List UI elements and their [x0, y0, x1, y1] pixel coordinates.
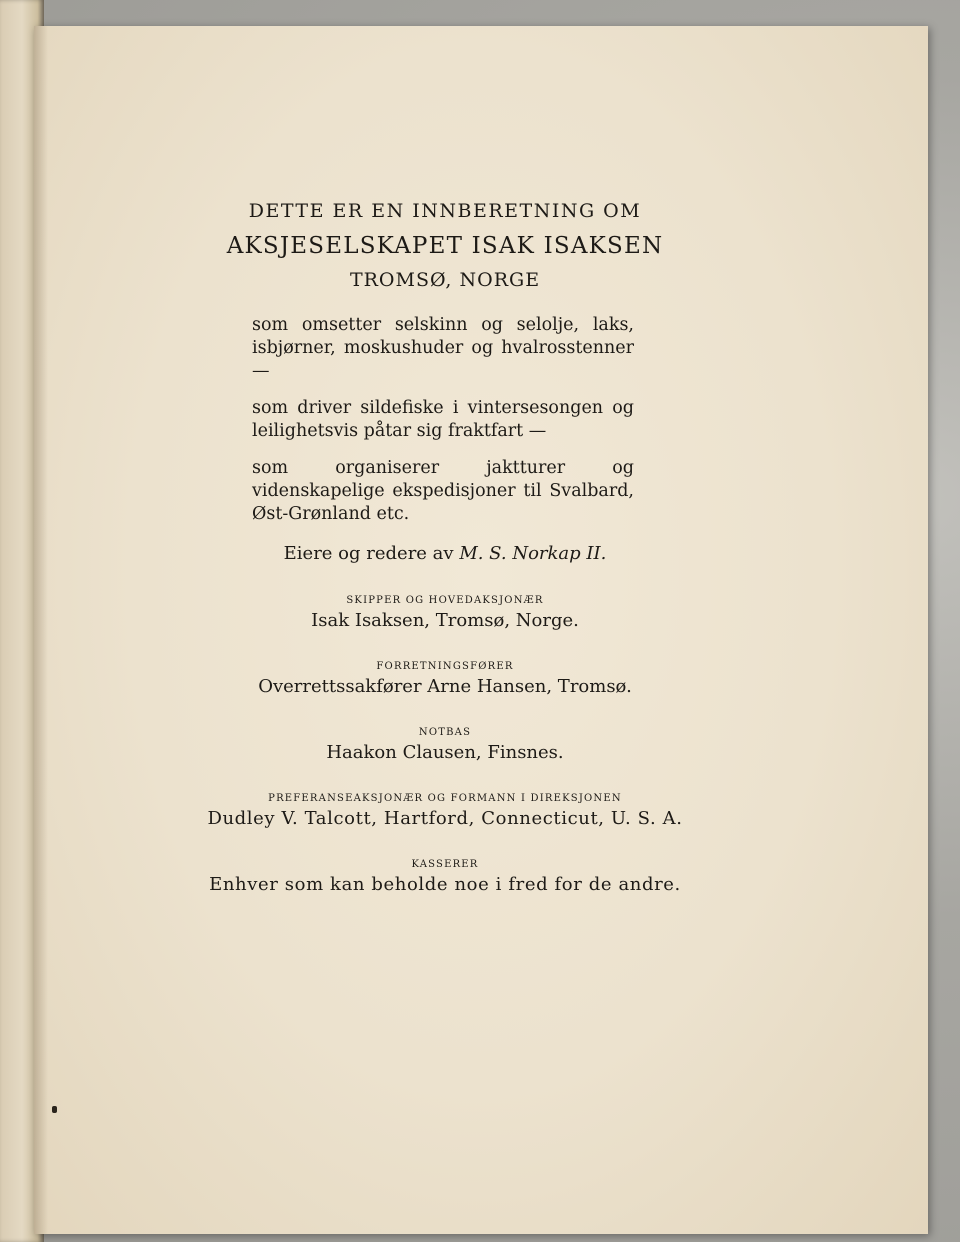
- paragraph-expeditions: som organiserer jaktturer og videnskapelige ekspedisjoner til Svalbard, Øst-Grønland etc.: [252, 458, 634, 524]
- heading-line-1: DETTE ER EN INNBERETNING OM: [248, 200, 642, 222]
- role-name-skipper: Isak Isaksen, Tromsø, Norge.: [311, 610, 579, 631]
- owners-prefix: Eiere og redere av: [283, 543, 454, 564]
- role-name-treasurer: Enhver som kan beholde noe i fred for de andre.: [209, 874, 681, 895]
- role-title-skipper: SKIPPER OG HOVEDAKSJONÆR: [346, 595, 544, 606]
- role-name-netboss: Haakon Clausen, Finsnes.: [326, 742, 564, 763]
- role-title-chairman: PREFERANSEAKSJONÆR OG FORMANN I DIREKSJONEN: [268, 793, 622, 804]
- role-name-manager: Overrettssakfører Arne Hansen, Tromsø.: [258, 676, 632, 697]
- owners-line: [200, 542, 690, 566]
- page-content: [200, 196, 690, 898]
- page-gutter-shadow: [34, 26, 48, 1234]
- ink-spot: [52, 1106, 57, 1113]
- paragraph-trade: som omsetter selskinn og selolje, laks, isbjørner, moskushuder og hvalrosstenner —: [252, 315, 634, 381]
- role-title-manager: FORRETNINGSFØRER: [376, 661, 514, 672]
- company-name: AKSJESELSKAPET ISAK ISAKSEN: [226, 233, 664, 259]
- role-name-chairman: Dudley V. Talcott, Hartford, Connecticut, U. S. A.: [207, 808, 683, 829]
- paragraph-fishing: som driver sildefiske i vintersesongen og leilighetsvis påtar sig fraktfart —: [252, 398, 634, 441]
- role-title-treasurer: KASSERER: [411, 859, 479, 870]
- vessel-name: M. S. Norkap II.: [459, 543, 607, 564]
- company-location: TROMSØ, NORGE: [349, 269, 541, 291]
- role-title-netboss: NOTBAS: [418, 727, 472, 738]
